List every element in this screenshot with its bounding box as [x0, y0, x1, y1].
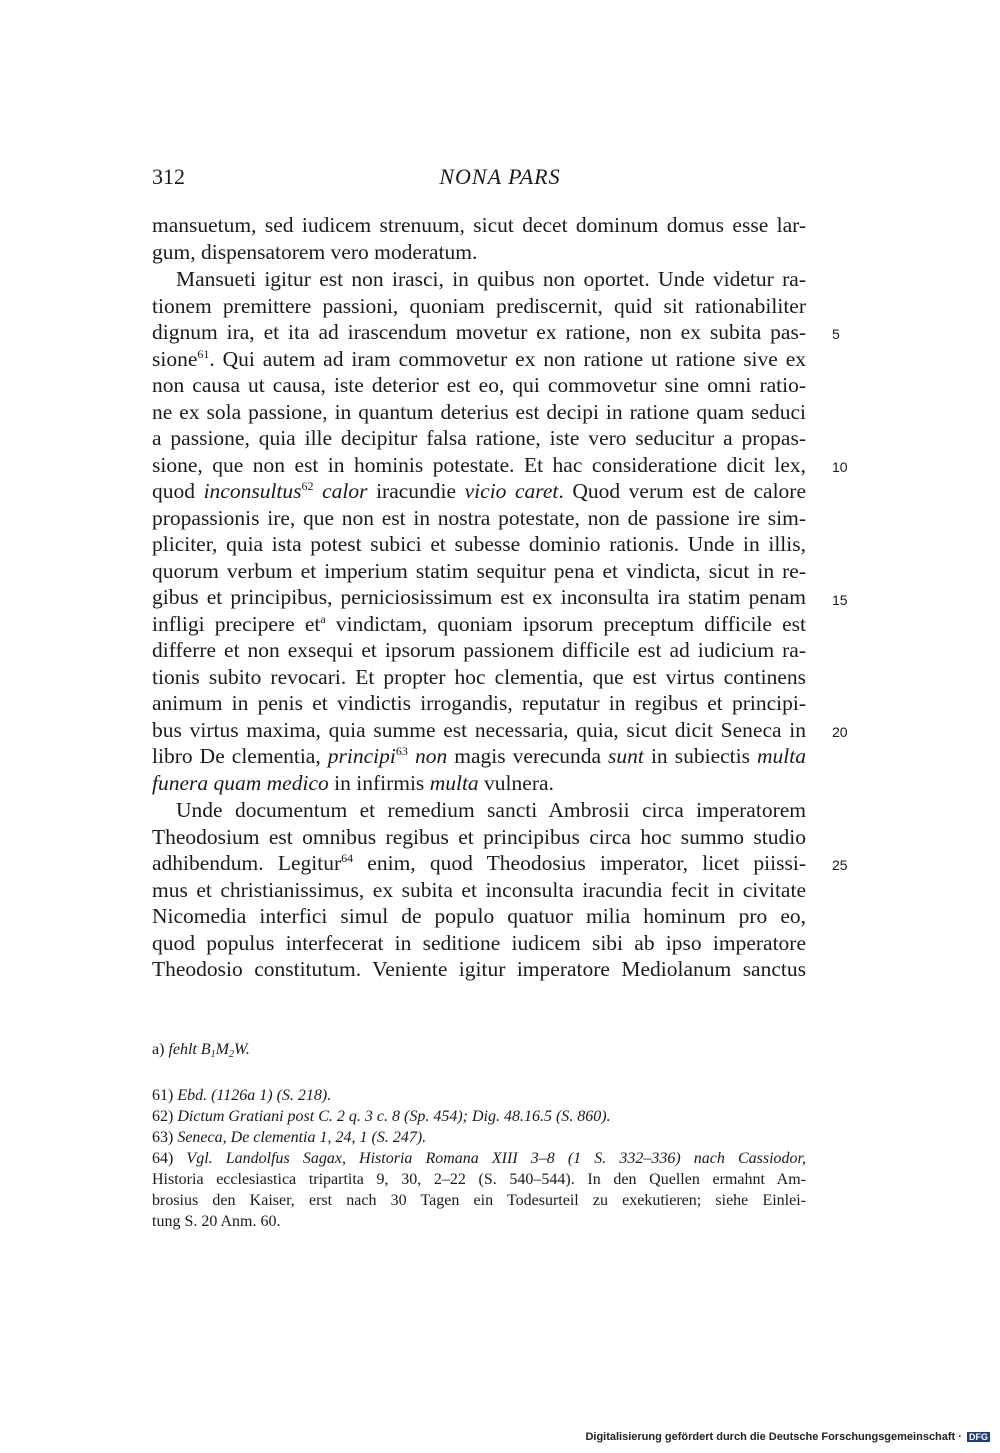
footnote-line: brosius den Kaiser, erst nach 30 Tagen ein Todesurteil zu exekutieren; siehe Einlei-: [152, 1192, 806, 1209]
text-line: Unde documentum et remedium sancti Ambrosii circa imperatorem: [176, 798, 806, 822]
text-line: mus et christianissimus, ex subita et inconsulta iracundia fecit in civitate: [152, 877, 806, 902]
line-number: 5: [832, 326, 840, 342]
apparatus-note: [152, 1040, 806, 1060]
text-line: [152, 770, 806, 796]
text-line: [152, 611, 806, 637]
footnote-number: 61): [152, 1087, 174, 1104]
text-line: pliciter, quia ista potest subici et subesse dominio rationis. Unde in illis,: [152, 532, 806, 556]
footnote-text: Seneca, De clementia 1, 24, 1 (S. 247).: [177, 1129, 427, 1146]
text-line: animum in penis et vindictis irrogandis, reputatur in regibus et principi-: [152, 691, 806, 715]
text-line: Theodosio constitutum. Veniente igitur imperatore Mediolanum sanctus: [152, 957, 806, 981]
text-line: gum, dispensatorem vero moderatum.: [152, 239, 478, 264]
text-line: differre et non exsequi et ipsorum passionem difficile est ad iudicium ra-: [152, 638, 806, 662]
text-line: gibus et principibus, perniciosissimum est ex inconsulta ira statim penam: [152, 585, 806, 609]
text-segment: iracundie: [367, 479, 465, 503]
text-line: Mansueti igitur est non irasci, in quibus non oportet. Unde videtur ra-: [176, 267, 806, 291]
text-segment: infligi precipere et: [152, 611, 321, 636]
text-line: a passione, quia ille decipitur falsa ratione, iste vero seducitur a propas-: [152, 426, 806, 450]
text-line: [152, 478, 806, 504]
footnote-number: 62): [152, 1108, 174, 1125]
footnote-text: Ebd. (1126a 1) (S. 218).: [177, 1087, 332, 1104]
footnote-ref: 62: [301, 479, 314, 493]
dfg-logo: DFG: [969, 1432, 988, 1442]
footnote-line: Historia ecclesiastica tripartita 9, 30, 2–22 (S. 540–544). In den Quellen ermahnt Am-: [152, 1171, 806, 1188]
text-segment: libro De clementia,: [152, 744, 328, 768]
footnote-number: 64): [152, 1150, 174, 1167]
page-number: 312: [152, 164, 185, 189]
quotation: calor: [322, 479, 368, 503]
line-number: 25: [832, 857, 848, 873]
text-segment: . Quod verum est de calore: [558, 479, 806, 503]
text-line: [152, 743, 806, 769]
text-segment: in subiectis: [643, 744, 758, 768]
credit-text: Digitalisierung gefördert durch die Deutsche Forschungsgemeinschaft ·: [585, 1431, 965, 1443]
footnote-text: Vgl. Landolfus Sagax, Historia Romana XIII 3–8 (1 S. 332–336) nach Cassiodor,: [186, 1150, 806, 1167]
quotation: vicio caret: [464, 479, 559, 503]
text-segment: quod: [152, 479, 204, 503]
apparatus-marker: a): [152, 1041, 165, 1058]
quotation: multa: [429, 770, 479, 795]
text-line: sione, que non est in hominis potestate. Et hac consideratione dicit lex,: [152, 452, 806, 477]
text-line: [152, 346, 806, 372]
footnote-text: Dictum Gratiani post C. 2 q. 3 c. 8 (Sp. 454); Dig. 48.16.5 (S. 860).: [177, 1108, 611, 1125]
footnote: [152, 1149, 806, 1169]
text-line: mansuetum, sed iudicem strenuum, sicut decet dominum domus esse lar-: [152, 213, 806, 237]
text-line: ne ex sola passione, in quantum deterius est decipi in ratione quam seduci: [152, 399, 806, 424]
text-line: tionem premittere passioni, quoniam prediscernit, quid sit rationabiliter: [152, 293, 806, 318]
quotation: multa: [757, 744, 807, 768]
text-segment: magis verecunda: [447, 744, 609, 768]
quotation: non: [414, 744, 448, 768]
text-line: quod populus interfecerat in seditione iudicem sibi ab ipso imperatore: [152, 930, 806, 955]
quotation: funera quam medico: [152, 770, 329, 795]
text-line: Theodosium est omnibus regibus et principibus circa hoc summo studio: [152, 824, 806, 849]
apparatus-text: fehlt $B_1M_2W$.: [168, 1041, 250, 1060]
line-number: 10: [832, 459, 848, 475]
line-number: 15: [832, 592, 848, 608]
text-line: dignum ira, et ita ad irascendum movetur ex ratione, non ex subita pas-: [152, 320, 806, 344]
footnote-line: tung S. 20 Anm. 60.: [152, 1213, 281, 1230]
text-line: quorum verbum et imperium statim sequitur pena et vindicta, sicut in re-: [152, 558, 806, 583]
footnote-ref: 61: [197, 346, 210, 361]
text-segment: enim, quod Theodosius imperator, licet piissi-: [353, 851, 806, 875]
footnote: [152, 1128, 806, 1148]
text-line: non causa ut causa, iste deterior est eo, qui commovetur sine omni ratio-: [152, 373, 806, 397]
text-line: tionis subito revocari. Et propter hoc clementia, que est virtus continens: [152, 664, 806, 689]
digitization-credit: [585, 1431, 990, 1443]
text-line: Nicomedia interfici simul de populo quatuor milia hominum pro eo,: [152, 904, 806, 928]
text-segment: adhibendum. Legitur: [152, 851, 342, 875]
quotation: inconsultus: [203, 479, 302, 503]
text-line: propassionis ire, que non est in nostra potestate, non de passione ire sim-: [152, 505, 806, 530]
text-segment: sione: [152, 346, 198, 371]
text-segment: vindictam, quoniam ipsorum preceptum difficile est: [325, 611, 806, 636]
footnote: [152, 1086, 806, 1106]
text-line: [152, 850, 806, 876]
footnote-ref: 63: [395, 744, 408, 758]
quotation: principi: [327, 744, 396, 768]
line-number: 20: [832, 724, 848, 740]
footnote-ref: 64: [341, 851, 354, 865]
footnote: [152, 1107, 806, 1127]
text-segment: . Qui autem ad iram commovetur ex non ratione ut ratione sive ex: [209, 346, 806, 371]
text-segment: vulnera.: [478, 770, 554, 795]
apparatus-ref: a: [320, 611, 326, 626]
footnote-number: 63): [152, 1129, 174, 1146]
running-head: NONA PARS: [439, 164, 561, 189]
quotation: sunt: [608, 744, 644, 768]
text-line: bus virtus maxima, quia summe est necessaria, quia, sicut dicit Seneca in: [152, 717, 806, 742]
text-segment: in infirmis: [328, 770, 430, 795]
